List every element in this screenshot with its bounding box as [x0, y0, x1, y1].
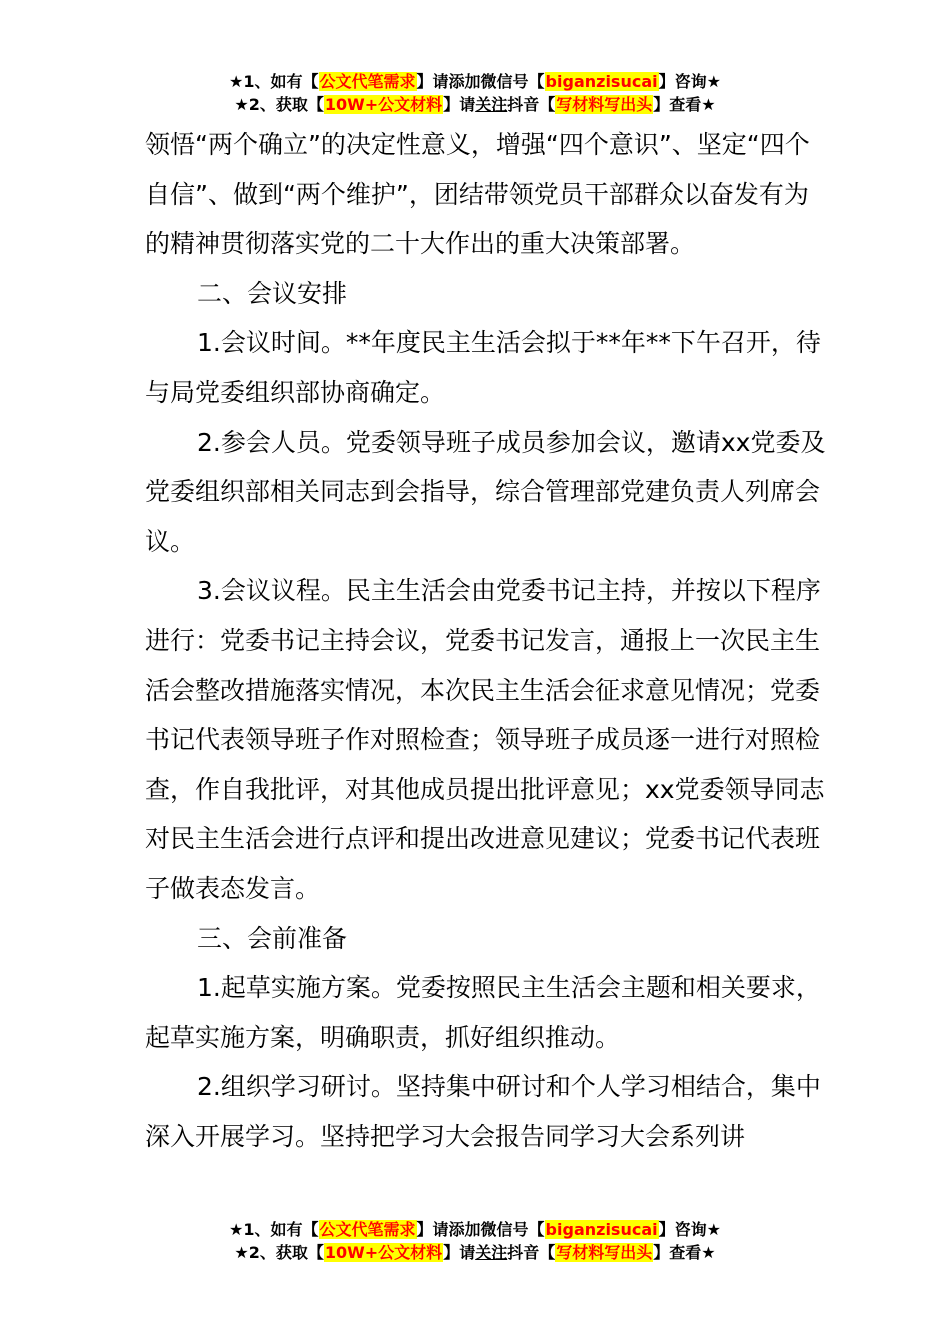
- underlined-follow: 关注: [475, 95, 508, 114]
- underlined-follow: 关注: [475, 1243, 508, 1262]
- footer-banner: [0, 1218, 950, 1264]
- highlight-service: 公文代笔需求: [319, 72, 416, 91]
- highlight-douyin-account: 写材料写出头: [556, 95, 653, 114]
- banner-line-2: ★2、获取【10W+公文材料】请关注抖音【写材料写出头】查看★: [234, 1243, 716, 1262]
- banner-line-1: ★1、如有【公文代笔需求】请添加微信号【biganzisucai】咨询★: [229, 72, 721, 91]
- paragraph-draft-plan: 1.起草实施方案。党委按照民主生活会主题和相关要求，起草实施方案，明确职责，抓好组织推动。: [145, 973, 821, 1052]
- banner-line-1: ★1、如有【公文代笔需求】请添加微信号【biganzisucai】咨询★: [229, 1220, 721, 1239]
- highlight-wechat-id: biganzisucai: [545, 1220, 658, 1239]
- highlight-materials: 10W+公文材料: [324, 95, 443, 114]
- document-body: [145, 120, 830, 1161]
- section-heading-3: 三、会前准备: [197, 923, 348, 953]
- highlight-materials: 10W+公文材料: [324, 1243, 443, 1262]
- paragraph-agenda: 3.会议议程。民主生活会由党委书记主持，并按以下程序进行：党委书记主持会议，党委书记发言，通报上一次民主生活会整改措施落实情况，本次民主生活会征求意见情况；党委书记代表领导班子作对照检查；领导班子成员逐一进行对照检查，作自我批评，对其他成员提出批评意见；xx党委领导同志对民主生活会进行点评和提出改进意见建议；党委书记代表班子做表态发言。: [145, 576, 825, 903]
- paragraph-attendees: 2.参会人员。党委领导班子成员参加会议，邀请xx党委及党委组织部相关同志到会指导，综合管理部党建负责人列席会议。: [145, 427, 826, 556]
- highlight-service: 公文代笔需求: [319, 1220, 416, 1239]
- highlight-douyin-account: 写材料写出头: [556, 1243, 653, 1262]
- header-banner: [0, 70, 950, 116]
- paragraph-1: 领悟“两个确立”的决定性意义，增强“四个意识”、坚定“四个自信”、做到“两个维护”，团结带领党员干部群众以奋发有为的精神贯彻落实党的二十大作出的重大决策部署。: [145, 130, 810, 259]
- paragraph-study: 2.组织学习研讨。坚持集中研讨和个人学习相结合，集中深入开展学习。坚持把学习大会报告同学习大会系列讲: [145, 1072, 821, 1151]
- paragraph-meeting-time: 1.会议时间。**年度民主生活会拟于**年**下午召开，待与局党委组织部协商确定。: [145, 328, 821, 407]
- highlight-wechat-id: biganzisucai: [545, 72, 658, 91]
- banner-line-2: ★2、获取【10W+公文材料】请关注抖音【写材料写出头】查看★: [234, 95, 716, 114]
- section-heading-2: 二、会议安排: [197, 278, 348, 308]
